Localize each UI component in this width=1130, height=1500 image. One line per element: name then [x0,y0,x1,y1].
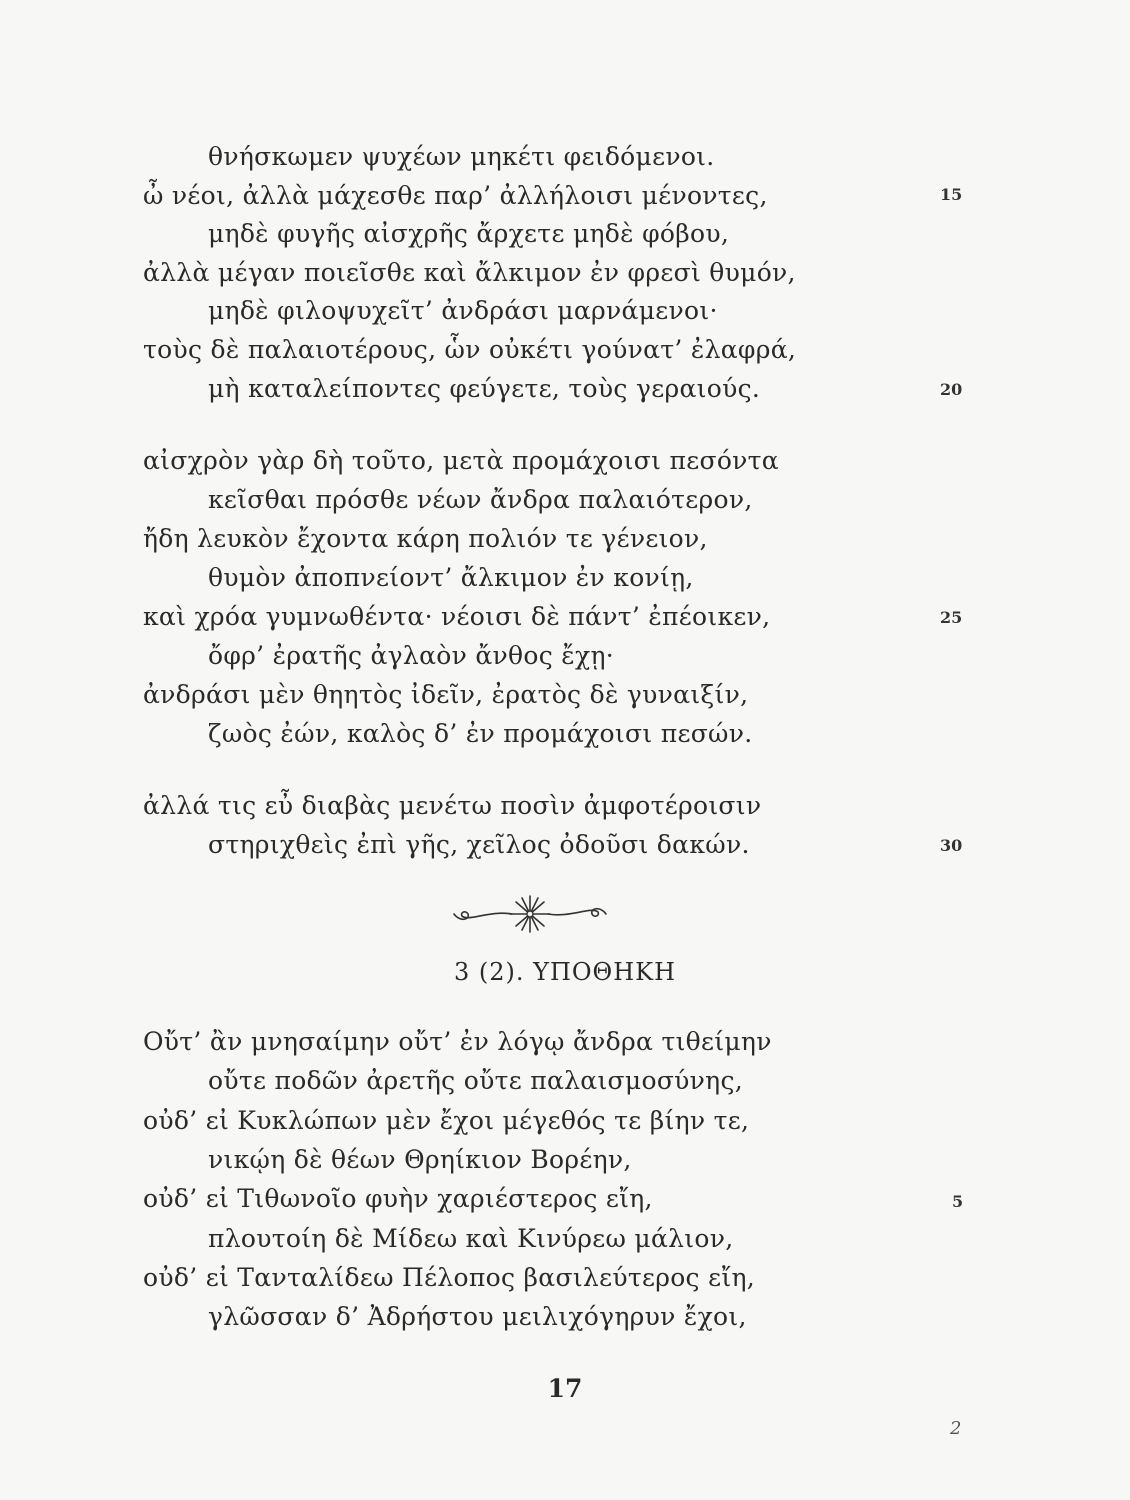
verse-line: στηριχθεὶς ἐπὶ γῆς, χεῖλος ὀδοῦσι δακών. [208,830,750,859]
verse-line: ὄφρ’ ἐρατῆς ἀγλαὸν ἄνθος ἔχῃ· [208,641,614,670]
verse-line: Οὔτ’ ἂν μνησαίμην οὔτ’ ἐν λόγῳ ἄνδρα τιθείμην [143,1027,772,1056]
verse-line: κεῖσθαι πρόσθε νέων ἄνδρα παλαιότερον, [208,485,753,514]
verse-line: οὔτε ποδῶν ἀρετῆς οὔτε παλαισμοσύνης, [208,1066,744,1095]
verse-line: μὴ καταλείποντες φεύγετε, τοὺς γεραιούς. [208,374,761,403]
line-number: 20 [940,380,963,399]
verse-line: οὐδ’ εἰ Τιθωνοῖο φυὴν χαριέστερος εἴη, [143,1184,653,1213]
verse-line: ἀλλά τις εὖ διαβὰς μενέτω ποσὶν ἀμφοτέροισιν [143,791,762,820]
verse-line: ὦ νέοι, ἀλλὰ μάχεσθε παρ’ ἀλλήλοισι μένοντες, [143,181,768,210]
verse-line: καὶ χρόα γυμνωθέντα· νέοισι δὲ πάντ’ ἐπέοικεν, [143,602,771,631]
ornament-icon [450,888,610,944]
verse-line: τοὺς δὲ παλαιοτέρους, ὧν οὐκέτι γούνατ’ ἐλαφρά, [143,335,797,364]
verse-line: ἤδη λευκὸν ἔχοντα κάρη πολιόν τε γένειον, [143,524,708,553]
line-number: 25 [940,608,963,627]
verse-line: νικῴη δὲ θέων Θρηίκιον Βορέην, [208,1145,632,1174]
page-number: 17 [547,1374,583,1403]
section-heading: 3 (2). ΥΠΟΘΗΚΗ [453,958,677,986]
verse-line: μηδὲ φυγῆς αἰσχρῆς ἄρχετε μηδὲ φόβου, [208,219,730,248]
verse-line: μηδὲ φιλοψυχεῖτ’ ἀνδράσι μαρνάμενοι· [208,296,718,325]
verse-line: ἀλλὰ μέγαν ποιεῖσθε καὶ ἄλκιμον ἐν φρεσὶ θυμόν, [143,258,796,287]
verse-line: ζωὸς ἐών, καλὸς δ’ ἐν προμάχοισι πεσών. [208,719,753,748]
verse-line: θυμὸν ἀποπνείοντ’ ἄλκιμον ἐν κονίῃ, [208,563,694,592]
verse-line: πλουτοίη δὲ Μίδεω καὶ Κινύρεω μάλιον, [208,1224,734,1253]
signature-mark: 2 [950,1418,962,1439]
line-number: 15 [940,185,963,204]
verse-line: αἰσχρὸν γὰρ δὴ τοῦτο, μετὰ προμάχοισι πεσόντα [143,446,779,475]
verse-line: γλῶσσαν δ’ Ἀδρήστου μειλιχόγηρυν ἔχοι, [208,1302,747,1331]
verse-line: οὐδ’ εἰ Κυκλώπων μὲν ἔχοι μέγεθός τε βίην τε, [143,1106,750,1135]
line-number: 30 [940,836,963,855]
verse-line: οὐδ’ εἰ Τανταλίδεω Πέλοπος βασιλεύτερος εἴη, [143,1263,755,1292]
line-number: 5 [952,1192,964,1211]
verse-line: ἀνδράσι μὲν θηητὸς ἰδεῖν, ἐρατὸς δὲ γυναιξίν, [143,680,749,709]
verse-line: θνήσκωμεν ψυχέων μηκέτι φειδόμενοι. [208,142,715,171]
